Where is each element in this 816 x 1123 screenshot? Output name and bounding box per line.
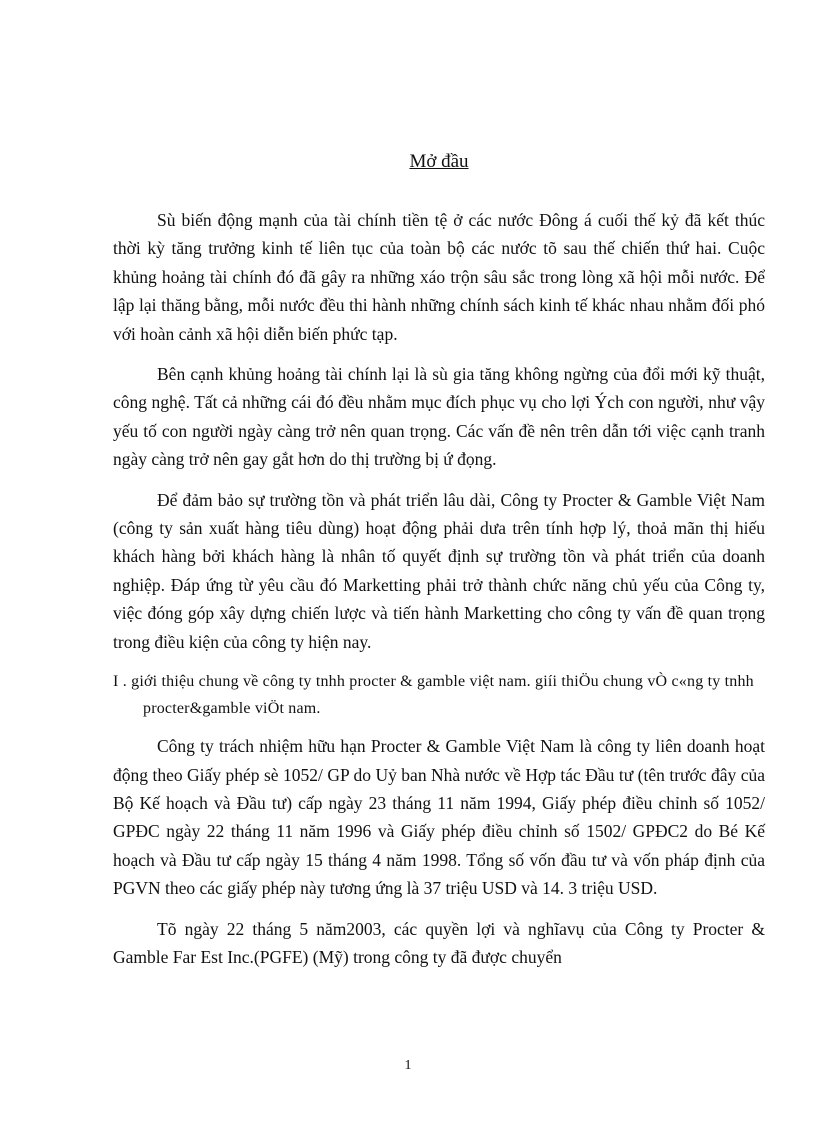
section-heading: I . giới thiệu chung về công ty tnhh procter & gamble việt nam. giíi thiÖu chung vÒ c«ng ty tnhh procter&gamble viÖt nam. bbox=[113, 673, 754, 718]
document-title: Mở đầu bbox=[409, 151, 469, 172]
section-paragraph-2: Tõ ngày 22 tháng 5 năm2003, các quyền lợi và nghĩavụ của Công ty Procter & Gamble Far Est Inc.(PGFE) (Mỹ) trong công ty đã được chuyển bbox=[113, 918, 765, 967]
section-paragraph-1: Công ty trách nhiệm hữu hạn Procter & Gamble Việt Nam là công ty liên doanh hoạt động theo Giấy phép sè 1052/ GP do Uỷ ban Nhà nước về Hợp tác Đầu tư (tên trước đây của Bộ Kế hoạch và Đầu tư) cấp ngày 23 tháng 11 năm 1994, Giấy phép điều chỉnh số 1052/ GPĐC ngày 22 tháng 11 năm 1996 và Giấy phép điều chỉnh số 1502/ GPĐC2 do Bé Kế hoạch và Đầu tư cấp ngày 15 tháng 4 năm 1998. Tổng số vốn đầu tư và vốn pháp định của PGVN theo các giấy phép này tương ứng là 37 triệu USD và 14. 3 triệu USD. bbox=[113, 736, 765, 899]
page-number: 1 bbox=[404, 1058, 412, 1073]
intro-paragraph-1: Sù biến động mạnh của tài chính tiền tệ ở các nước Đông á cuối thế kỷ đã kết thúc thời kỳ tăng trưởng kinh tế liên tục của toàn bộ các nước tõ sau thế chiến thứ hai. Cuộc khủng hoảng tài chính đó đã gây ra những xáo trộn sâu sắc trong lòng xã hội mỗi nước. Để lập lại thăng bằng, mỗi nước đều thi hành những chính sách kinh tế khác nhau nhằm đối phó với hoàn cảnh xã hội diễn biến phức tạp. bbox=[113, 210, 765, 344]
intro-paragraph-3: Để đảm bảo sự trường tồn và phát triển lâu dài, Công ty Procter & Gamble Việt Nam (công ty sản xuất hàng tiêu dùng) hoạt động phải dưa trên tính hợp lý, thoả mãn thị hiếu khách hàng bởi khách hàng là nhân tố quyết định sự trường tồn và phát triển của doanh nghiệp. Đáp ứng từ yêu cầu đó Marketting phải trở thành chức năng chủ yếu của Công ty, việc đóng góp xây dựng chiến lược và tiến hành Marketting cho công ty vấn đề quan trọng trong điều kiện của công ty hiện nay. bbox=[113, 489, 765, 652]
intro-paragraph-2: Bên cạnh khủng hoảng tài chính lại là sù gia tăng không ngừng của đổi mới kỹ thuật, công nghệ. Tất cả những cái đó đều nhằm mục đích phục vụ cho lợi Ých con người, như vậy yếu tố con người ngày càng trở nên quan trọng. Các vấn đề nên trên dẫn tới việc cạnh tranh ngày càng trở nên gay gắt hơn do thị trường bị ứ đọng. bbox=[113, 364, 765, 470]
document-body bbox=[113, 148, 765, 983]
